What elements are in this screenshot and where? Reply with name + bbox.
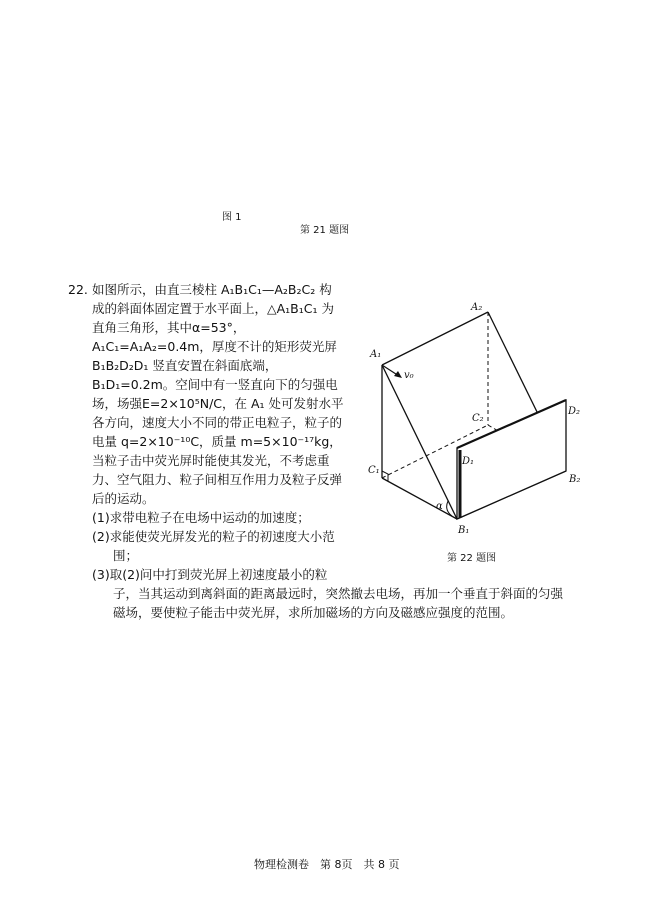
label-c1: C₁ xyxy=(368,465,380,476)
sub-question-3-cont: 磁场，要使粒子能击中荧光屏，求所加磁场的方向及磁感应强度的范围。 xyxy=(113,605,514,620)
sub-question-1: (1)求带电粒子在电场中运动的加速度； xyxy=(92,510,310,525)
label-v0: v₀ xyxy=(404,370,414,381)
question-line: B₁D₁=0.2m。空间中有一竖直向下的匀强电 xyxy=(92,377,338,392)
question-line: 后的运动。 xyxy=(92,491,155,506)
label-b1: B₁ xyxy=(458,525,470,536)
figure-21-caption: 第 21 题图 xyxy=(300,225,350,236)
question-line: B₁B₂D₂D₁ 竖直安置在斜面底端， xyxy=(92,358,278,373)
figure-22-caption: 第 22 题图 xyxy=(447,553,497,564)
figure-1-caption: 图 1 xyxy=(222,212,242,223)
velocity-arrowhead xyxy=(394,371,402,378)
question-line: 直角三角形，其中α=53°， xyxy=(92,320,246,335)
page-footer: 物理检测卷 第 8页 共 8 页 xyxy=(254,858,400,871)
prism-diagram xyxy=(360,296,590,541)
label-a2: A₂ xyxy=(471,302,483,313)
question-line: 场，场强E=2×10⁵N/C，在 A₁ 处可发射水平 xyxy=(92,396,344,411)
question-number: 22. xyxy=(68,282,88,297)
sub-question-3-cont: 子，当其运动到离斜面的距离最远时，突然撤去电场，再加一个垂直于斜面的匀强 xyxy=(113,586,564,601)
label-b2: B₂ xyxy=(569,474,581,485)
question-line: 各方向，速度大小不同的带正电粒子，粒子的 xyxy=(92,415,343,430)
label-c2: C₂ xyxy=(472,413,484,424)
label-a1: A₁ xyxy=(370,349,382,360)
question-line: 如图所示，由直三棱柱 A₁B₁C₁—A₂B₂C₂ 构 xyxy=(92,282,332,297)
edge-a1-a2 xyxy=(382,312,488,365)
sub-question-2: (2)求能使荧光屏发光的粒子的初速度大小范 xyxy=(92,529,335,544)
question-line: 电量 q=2×10⁻¹⁰C，质量 m=5×10⁻¹⁷kg， xyxy=(92,434,342,449)
question-line: A₁C₁=A₁A₂=0.4m，厚度不计的矩形荧光屏 xyxy=(92,339,337,354)
question-line: 成的斜面体固定置于水平面上，△A₁B₁C₁ 为 xyxy=(92,301,334,316)
question-line: 当粒子击中荧光屏时能使其发光，不考虑重 xyxy=(92,453,330,468)
question-line: 力、空气阻力、粒子间相互作用力及粒子反弹 xyxy=(92,472,343,487)
edge-a1-b1 xyxy=(382,365,457,519)
label-alpha: α xyxy=(436,501,443,512)
sub-question-2-cont: 围； xyxy=(113,548,139,563)
label-d2: D₂ xyxy=(568,406,581,417)
edge-c1-b1 xyxy=(382,478,457,519)
label-d1: D₁ xyxy=(462,456,475,467)
sub-question-3: (3)取(2)问中打到荧光屏上初速度最小的粒 xyxy=(92,567,328,582)
